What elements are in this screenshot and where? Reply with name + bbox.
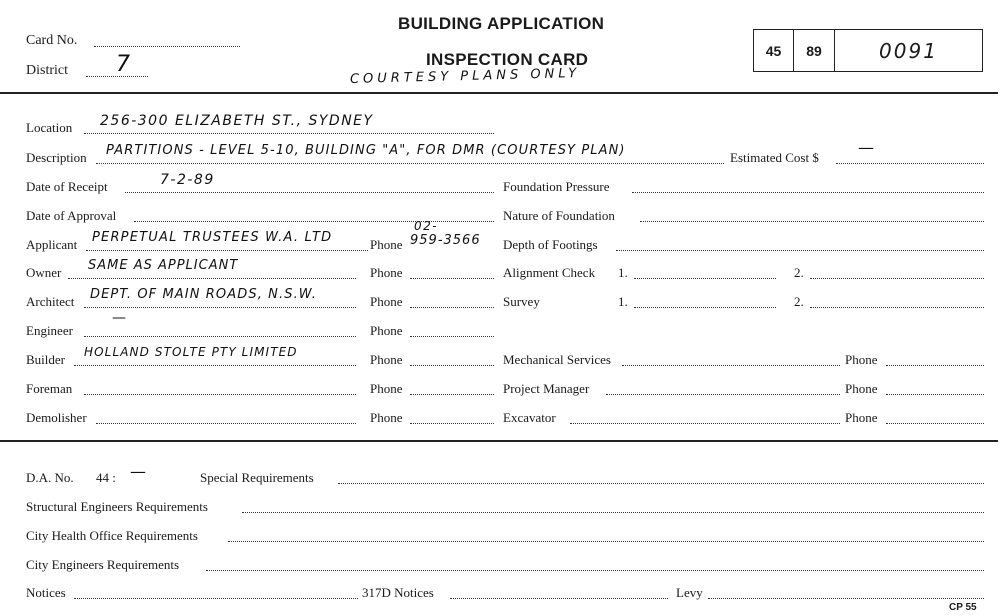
location-label: Location bbox=[26, 120, 73, 135]
alignment-check-2-label: 2. bbox=[794, 265, 804, 280]
alignment-check-2-field[interactable] bbox=[810, 278, 984, 279]
district-label: District bbox=[26, 63, 68, 78]
foundation-pressure-label: Foundation Pressure bbox=[503, 179, 610, 194]
project-manager-label: Project Manager bbox=[503, 381, 590, 396]
location-value: 256-300 ELIZABETH ST., SYDNEY bbox=[100, 113, 374, 129]
card-no-label: Card No. bbox=[26, 33, 78, 48]
foreman-phone-field[interactable] bbox=[410, 394, 494, 395]
da-no-label: D.A. No. bbox=[26, 470, 74, 485]
project-manager-phone-field[interactable] bbox=[886, 394, 984, 395]
engineer-field[interactable] bbox=[84, 336, 356, 337]
builder-field[interactable] bbox=[74, 365, 356, 366]
nature-foundation-label: Nature of Foundation bbox=[503, 208, 615, 223]
number-cell-3: 0091 bbox=[879, 38, 938, 63]
courtesy-note: COURTESY PLANS ONLY bbox=[349, 65, 581, 87]
demolisher-phone-label: Phone bbox=[370, 410, 403, 425]
description-field[interactable] bbox=[96, 163, 724, 164]
engineer-value: — bbox=[112, 310, 128, 326]
architect-label: Architect bbox=[26, 294, 75, 309]
foreman-label: Foreman bbox=[26, 381, 73, 396]
project-manager-phone-label: Phone bbox=[845, 381, 878, 396]
survey-1-field[interactable] bbox=[634, 307, 776, 308]
mechanical-services-field[interactable] bbox=[622, 365, 840, 366]
estimated-cost-value: — bbox=[858, 138, 876, 157]
number-cell-2: 89 bbox=[794, 30, 835, 71]
applicant-label: Applicant bbox=[26, 237, 78, 252]
nature-foundation-field[interactable] bbox=[640, 221, 984, 222]
date-approval-field[interactable] bbox=[134, 221, 494, 222]
notices-label: Notices bbox=[26, 585, 66, 600]
owner-field[interactable] bbox=[68, 278, 356, 279]
levy-field[interactable] bbox=[708, 598, 984, 599]
district-value: 7 bbox=[116, 52, 132, 77]
card-title-line1: BUILDING APPLICATION bbox=[398, 14, 605, 33]
notices-317d-field[interactable] bbox=[450, 598, 668, 599]
engineer-phone-label: Phone bbox=[370, 323, 403, 338]
estimated-cost-field[interactable] bbox=[836, 163, 984, 164]
mechanical-services-label: Mechanical Services bbox=[503, 352, 611, 367]
depth-footings-label: Depth of Footings bbox=[503, 237, 598, 252]
foreman-phone-label: Phone bbox=[370, 381, 403, 396]
city-engineers-label: City Engineers Requirements bbox=[26, 557, 180, 572]
notices-317d-label: 317D Notices bbox=[362, 585, 434, 600]
applicant-field[interactable] bbox=[86, 250, 368, 251]
architect-field[interactable] bbox=[84, 307, 356, 308]
architect-phone-label: Phone bbox=[370, 294, 403, 309]
survey-2-field[interactable] bbox=[810, 307, 984, 308]
mechanical-phone-field[interactable] bbox=[886, 365, 984, 366]
project-manager-field[interactable] bbox=[606, 394, 840, 395]
demolisher-label: Demolisher bbox=[26, 410, 87, 425]
applicant-phone-value: 959-3566 bbox=[410, 233, 481, 248]
demolisher-phone-field[interactable] bbox=[410, 423, 494, 424]
header-divider bbox=[0, 92, 998, 94]
applicant-phone-label: Phone bbox=[370, 237, 403, 252]
description-value: PARTITIONS - LEVEL 5-10, BUILDING "A", FOR DMR (COURTESY PLAN) bbox=[106, 143, 626, 158]
depth-footings-field[interactable] bbox=[616, 250, 984, 251]
engineer-label: Engineer bbox=[26, 323, 73, 338]
form-code: CP 55 bbox=[949, 602, 977, 613]
date-receipt-value: 7-2-89 bbox=[160, 172, 215, 188]
owner-label: Owner bbox=[26, 265, 62, 280]
city-health-label: City Health Office Requirements bbox=[26, 528, 198, 543]
city-engineers-field[interactable] bbox=[206, 570, 984, 571]
excavator-phone-field[interactable] bbox=[886, 423, 984, 424]
da-no-prefix: 44 : bbox=[96, 470, 116, 485]
owner-value: SAME AS APPLICANT bbox=[88, 258, 239, 273]
applicant-value: PERPETUAL TRUSTEES W.A. LTD bbox=[92, 230, 333, 245]
survey-2-label: 2. bbox=[794, 294, 804, 309]
survey-1-label: 1. bbox=[618, 294, 628, 309]
survey-label: Survey bbox=[503, 294, 540, 309]
location-field[interactable] bbox=[84, 133, 494, 134]
special-requirements-label: Special Requirements bbox=[200, 470, 314, 485]
description-label: Description bbox=[26, 150, 87, 165]
excavator-phone-label: Phone bbox=[845, 410, 878, 425]
alignment-check-label: Alignment Check bbox=[503, 265, 596, 280]
alignment-check-1-label: 1. bbox=[618, 265, 628, 280]
date-approval-label: Date of Approval bbox=[26, 208, 117, 223]
excavator-field[interactable] bbox=[570, 423, 840, 424]
card-no-field[interactable] bbox=[94, 46, 240, 47]
alignment-check-1-field[interactable] bbox=[634, 278, 776, 279]
date-receipt-field[interactable] bbox=[125, 192, 494, 193]
number-cell-1: 45 bbox=[754, 30, 794, 71]
builder-label: Builder bbox=[26, 352, 65, 367]
structural-engineers-label: Structural Engineers Requirements bbox=[26, 499, 208, 514]
application-number-box bbox=[753, 29, 983, 72]
engineer-phone-field[interactable] bbox=[410, 336, 494, 337]
da-no-value: — bbox=[130, 462, 148, 481]
section-divider bbox=[0, 440, 998, 442]
foundation-pressure-field[interactable] bbox=[632, 192, 984, 193]
special-requirements-field[interactable] bbox=[338, 483, 984, 484]
mechanical-phone-label: Phone bbox=[845, 352, 878, 367]
architect-phone-field[interactable] bbox=[410, 307, 494, 308]
builder-phone-label: Phone bbox=[370, 352, 403, 367]
date-receipt-label: Date of Receipt bbox=[26, 179, 108, 194]
levy-label: Levy bbox=[676, 585, 703, 600]
applicant-phone-prefix: 02- bbox=[414, 219, 439, 233]
estimated-cost-label: Estimated Cost $ bbox=[730, 150, 819, 165]
notices-field[interactable] bbox=[74, 598, 358, 599]
card-title-line2: INSPECTION CARD bbox=[426, 50, 589, 69]
structural-engineers-field[interactable] bbox=[242, 512, 984, 513]
city-health-field[interactable] bbox=[228, 541, 984, 542]
owner-phone-label: Phone bbox=[370, 265, 403, 280]
builder-value: HOLLAND STOLTE PTY LIMITED bbox=[84, 345, 298, 359]
foreman-field[interactable] bbox=[84, 394, 356, 395]
demolisher-field[interactable] bbox=[96, 423, 356, 424]
architect-value: DEPT. OF MAIN ROADS, N.S.W. bbox=[90, 287, 317, 302]
builder-phone-field[interactable] bbox=[410, 365, 494, 366]
excavator-label: Excavator bbox=[503, 410, 556, 425]
owner-phone-field[interactable] bbox=[410, 278, 494, 279]
